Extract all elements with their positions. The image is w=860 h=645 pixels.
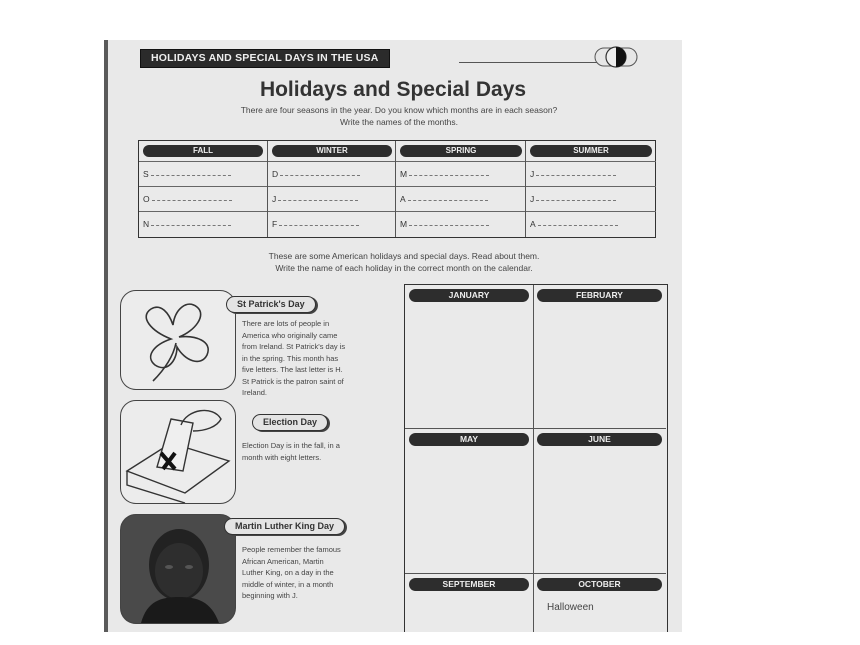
description-line: from Ireland. St Patrick's day is: [242, 342, 346, 351]
month-blank-row[interactable]: [139, 211, 267, 236]
month-initial: A: [400, 194, 406, 204]
description-line: African American, Martin: [242, 556, 324, 566]
calendar-month-header: JANUARY: [409, 289, 529, 302]
instructions-line-1: These are some American holidays and special days. Read about them.: [268, 251, 540, 261]
holiday-description: [242, 318, 392, 399]
month-blank-row[interactable]: [139, 186, 267, 211]
description-line: America who originally came: [242, 330, 338, 340]
season-column-spring: [395, 141, 526, 237]
worksheet-page: [104, 40, 682, 632]
description-line: Luther King, on a day in the: [242, 568, 334, 577]
section-banner: HOLIDAYS AND SPECIAL DAYS IN THE USA: [140, 49, 390, 68]
shamrock-icon: [121, 291, 235, 389]
intro-line-2: Write the names of the months.: [340, 117, 458, 127]
description-line: Ireland.: [242, 388, 268, 397]
calendar-cell-september[interactable]: [405, 574, 534, 632]
season-column-fall: [139, 141, 267, 237]
month-calendar: [404, 284, 668, 632]
calendar-entry: Halloween: [547, 602, 594, 613]
season-column-summer: [525, 141, 656, 237]
holiday-title: Martin Luther King Day: [224, 518, 345, 535]
month-blank-row[interactable]: [526, 161, 656, 186]
holiday-title: St Patrick's Day: [226, 296, 316, 313]
month-initial: S: [143, 169, 149, 179]
description-line: middle of winter, in a month: [242, 579, 334, 589]
month-initial: D: [272, 169, 279, 179]
description-line: There are lots of people in: [242, 319, 330, 328]
intro-line-1: There are four seasons in the year. Do you know which months are in each season?: [240, 105, 558, 115]
calendar-cell-january[interactable]: [405, 285, 534, 429]
instructions-line-2: Write the name of each holiday in the correct month on the calendar.: [275, 263, 533, 273]
calendar-cell-february[interactable]: [533, 285, 666, 429]
ballot-box-icon: [121, 401, 235, 503]
calendar-cell-june[interactable]: [533, 429, 666, 574]
month-blank-row[interactable]: [396, 211, 526, 236]
month-blank-row[interactable]: [268, 186, 396, 211]
page-edge-shadow: [104, 40, 108, 632]
month-initial: O: [143, 194, 150, 204]
month-initial: J: [530, 194, 535, 204]
season-column-winter: [267, 141, 396, 237]
description-line: in the spring. This month has: [242, 353, 339, 363]
half-circle-icon: [594, 46, 638, 68]
holiday-description: [242, 440, 392, 463]
seasons-table: [138, 140, 656, 238]
holiday-description: [242, 544, 392, 602]
month-initial: J: [272, 194, 277, 204]
season-header: FALL: [143, 145, 263, 157]
month-initial: M: [400, 219, 408, 229]
month-initial: F: [272, 219, 278, 229]
calendar-cell-october[interactable]: [533, 574, 666, 632]
page-title: Holidays and Special Days: [259, 78, 527, 101]
holiday-title: Election Day: [252, 414, 328, 431]
calendar-month-header: JUNE: [537, 433, 662, 446]
season-header: SPRING: [400, 145, 522, 157]
calendar-month-header: SEPTEMBER: [409, 578, 529, 591]
description-line: Election Day is in the fall, in a: [242, 441, 340, 450]
month-blank-row[interactable]: [139, 161, 267, 186]
description-line: month with eight letters.: [242, 452, 322, 462]
month-initial: N: [143, 219, 150, 229]
ballot-picture: [120, 400, 236, 504]
calendar-month-header: MAY: [409, 433, 529, 446]
calendar-month-header: FEBRUARY: [537, 289, 662, 302]
month-blank-row[interactable]: [526, 211, 656, 236]
season-header: WINTER: [272, 145, 392, 157]
description-line: People remember the famous: [242, 545, 341, 554]
description-line: St Patrick is the patron saint of: [242, 376, 344, 386]
month-blank-row[interactable]: [268, 211, 396, 236]
banner-rule: [459, 62, 609, 63]
month-initial: A: [530, 219, 536, 229]
month-blank-row[interactable]: [396, 161, 526, 186]
month-blank-row[interactable]: [396, 186, 526, 211]
season-header: SUMMER: [530, 145, 652, 157]
month-blank-row[interactable]: [526, 186, 656, 211]
month-blank-row[interactable]: [268, 161, 396, 186]
calendar-cell-may[interactable]: [405, 429, 534, 574]
month-initial: M: [400, 169, 408, 179]
month-initial: J: [530, 169, 535, 179]
shamrock-picture: [120, 290, 236, 390]
portrait-photo: [121, 515, 235, 623]
calendar-month-header: OCTOBER: [537, 578, 662, 591]
portrait-picture: [120, 514, 236, 624]
description-line: beginning with J.: [242, 591, 298, 600]
description-line: five letters. The last letter is H.: [242, 365, 343, 374]
